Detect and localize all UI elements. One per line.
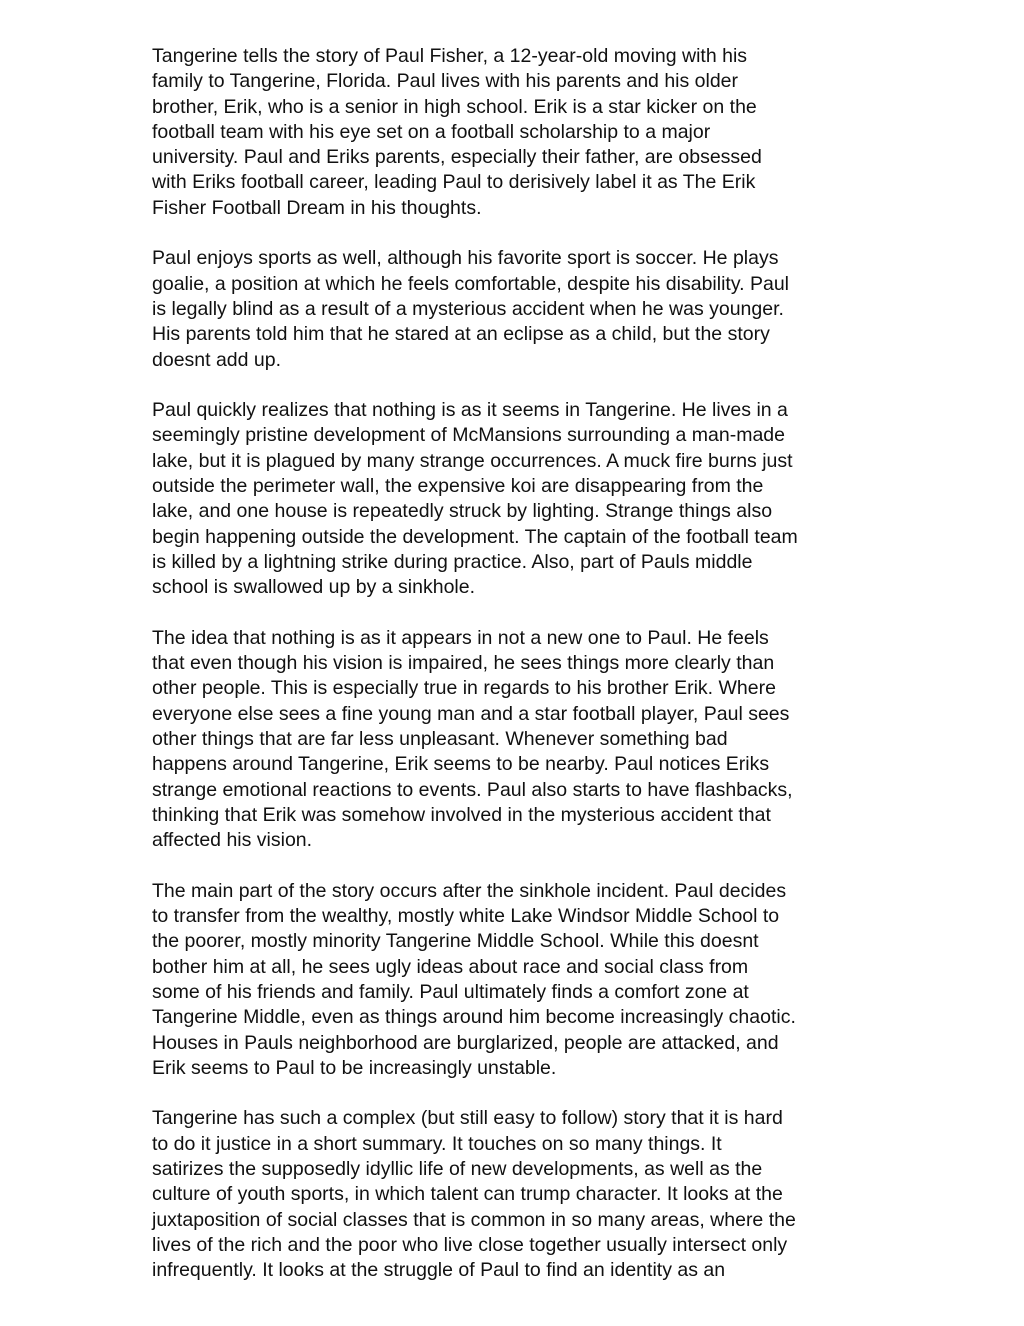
text-line: goalie, a position at which he feels comfortable, despite his disability. Paul: [152, 272, 789, 295]
text-line: outside the perimeter wall, the expensive koi are disappearing from the: [152, 475, 764, 498]
paragraph-2: [152, 246, 892, 372]
text-line: seemingly pristine development of McMansions surrounding a man-made: [152, 424, 785, 447]
text-line: juxtaposition of social classes that is common in so many areas, where the: [152, 1208, 796, 1231]
text-line: Erik seems to Paul to be increasingly unstable.: [152, 1056, 557, 1079]
text-line: with Eriks football career, leading Paul to derisively label it as The Erik: [152, 171, 756, 194]
text-line: is legally blind as a result of a mysterious accident when he was younger.: [152, 297, 784, 320]
text-line: other things that are far less unpleasant. Whenever something bad: [152, 728, 728, 751]
text-line: thinking that Erik was somehow involved in the mysterious accident that: [152, 803, 771, 826]
text-line: Paul enjoys sports as well, although his favorite sport is soccer. He plays: [152, 247, 779, 270]
text-line: happens around Tangerine, Erik seems to be nearby. Paul notices Eriks: [152, 753, 770, 776]
paragraph-4: [152, 626, 892, 854]
text-line: Tangerine has such a complex (but still easy to follow) story that it is hard: [152, 1107, 783, 1130]
text-line: His parents told him that he stared at an eclipse as a child, but the story: [152, 323, 770, 346]
text-line: university. Paul and Eriks parents, especially their father, are obsessed: [152, 146, 762, 169]
text-line: Tangerine tells the story of Paul Fisher, a 12-year-old moving with his: [152, 45, 748, 67]
text-line: satirizes the supposedly idyllic life of new developments, as well as the: [152, 1158, 763, 1181]
text-line: brother, Erik, who is a senior in high school. Erik is a star kicker on the: [152, 95, 757, 118]
paragraph-5: [152, 879, 892, 1081]
text-line: is killed by a lightning strike during practice. Also, part of Pauls middle: [152, 550, 753, 573]
text-line: The main part of the story occurs after the sinkhole incident. Paul decides: [152, 879, 787, 902]
text-line: the poorer, mostly minority Tangerine Middle School. While this doesnt: [152, 930, 759, 953]
text-line: culture of youth sports, in which talent can trump character. It looks at the: [152, 1183, 783, 1206]
text-line: doesnt add up.: [152, 348, 282, 371]
text-line: begin happening outside the development. The captain of the football team: [152, 525, 798, 548]
document-body: [152, 44, 892, 1284]
text-line: football team with his eye set on a football scholarship to a major: [152, 120, 711, 143]
text-line: Tangerine Middle, even as things around him become increasingly chaotic.: [152, 1006, 796, 1029]
text-line: that even though his vision is impaired, he sees things more clearly than: [152, 652, 775, 675]
text-line: school is swallowed up by a sinkhole.: [152, 576, 476, 599]
text-line: to transfer from the wealthy, mostly white Lake Windsor Middle School to: [152, 905, 780, 928]
text-line: lake, but it is plagued by many strange occurrences. A muck fire burns just: [152, 449, 793, 472]
text-line: some of his friends and family. Paul ultimately finds a comfort zone at: [152, 980, 749, 1003]
text-line: Fisher Football Dream in his thoughts.: [152, 196, 482, 219]
text-line: lives of the rich and the poor who live close together usually intersect only: [152, 1233, 788, 1256]
text-line: affected his vision.: [152, 829, 313, 852]
text-line: other people. This is especially true in regards to his brother Erik. Where: [152, 677, 776, 700]
text-line: everyone else sees a fine young man and a star football player, Paul sees: [152, 702, 790, 725]
text-line: infrequently. It looks at the struggle of Paul to find an identity as an: [152, 1259, 726, 1282]
text-line: Paul quickly realizes that nothing is as it seems in Tangerine. He lives in a: [152, 399, 788, 422]
text-line: The idea that nothing is as it appears in not a new one to Paul. He feels: [152, 626, 769, 649]
paragraph-1: [152, 44, 892, 221]
text-line: lake, and one house is repeatedly struck by lighting. Strange things also: [152, 500, 773, 523]
text-line: strange emotional reactions to events. Paul also starts to have flashbacks,: [152, 778, 793, 801]
text-line: to do it justice in a short summary. It touches on so many things. It: [152, 1132, 722, 1155]
paragraph-3: [152, 398, 892, 600]
text-line: Houses in Pauls neighborhood are burglarized, people are attacked, and: [152, 1031, 779, 1054]
text-line: bother him at all, he sees ugly ideas about race and social class from: [152, 955, 749, 978]
text-line: family to Tangerine, Florida. Paul lives with his parents and his older: [152, 70, 739, 93]
paragraph-6: [152, 1106, 892, 1283]
